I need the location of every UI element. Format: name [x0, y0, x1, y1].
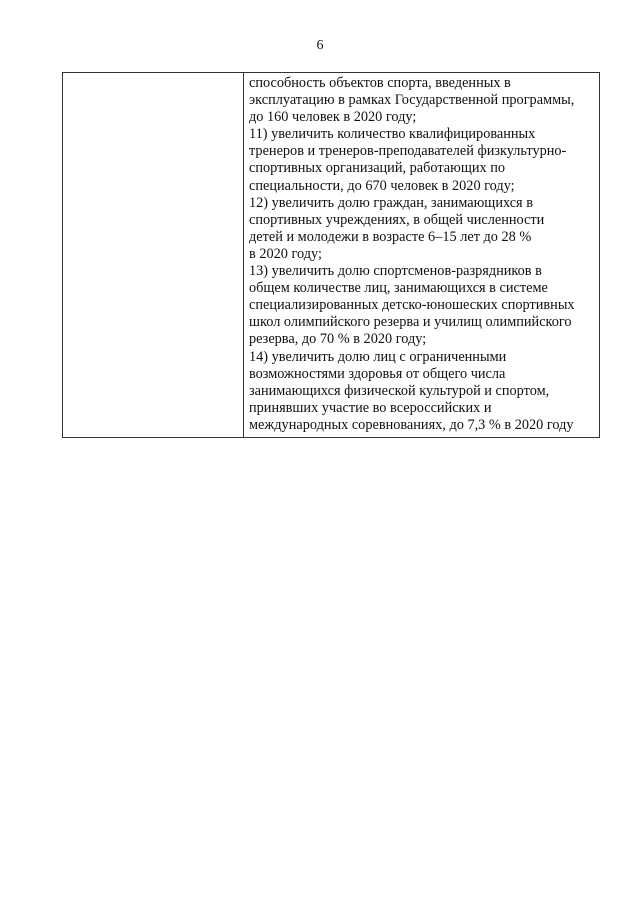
text-line: специализированных детско-юношеских спортивных: [249, 297, 575, 314]
text-line: 13) увеличить долю спортсменов-разрядников в: [249, 263, 542, 280]
text-line: 12) увеличить долю граждан, занимающихся в: [249, 194, 533, 211]
text-line: международных соревнованиях, до 7,3 % в 2020 году: [249, 416, 574, 433]
text-line: принявших участие во всероссийских и: [249, 399, 492, 416]
page-number: 6: [316, 38, 324, 53]
text-line: в 2020 году;: [249, 245, 322, 262]
text-line: 11) увеличить количество квалифицированных: [249, 126, 536, 143]
text-line: спортивных организаций, работающих по: [249, 160, 505, 177]
document-table: [62, 72, 600, 438]
table-cell-left-empty: [63, 73, 244, 437]
text-line: до 160 человек в 2020 году;: [249, 109, 417, 126]
text-line: 14) увеличить долю лиц с ограниченными: [249, 348, 507, 365]
text-line: спортивных учреждениях, в общей численности: [249, 211, 545, 228]
text-line: школ олимпийского резерва и училищ олимпийского: [249, 314, 572, 331]
text-line: резерва, до 70 % в 2020 году;: [249, 331, 427, 348]
text-line: специальности, до 670 человек в 2020 году;: [249, 177, 515, 194]
text-line: общем количестве лиц, занимающихся в системе: [249, 280, 548, 297]
table-cell-right: [244, 73, 599, 437]
text-line: детей и молодежи в возрасте 6–15 лет до 28 %: [249, 228, 532, 245]
text-line: возможностями здоровья от общего числа: [249, 365, 506, 382]
text-line: занимающихся физической культурой и спортом,: [249, 382, 550, 399]
text-line: способность объектов спорта, введенных в: [249, 75, 511, 91]
text-line: эксплуатацию в рамках Государственной программы,: [249, 92, 575, 109]
text-line: тренеров и тренеров-преподавателей физкультурно-: [249, 143, 567, 160]
